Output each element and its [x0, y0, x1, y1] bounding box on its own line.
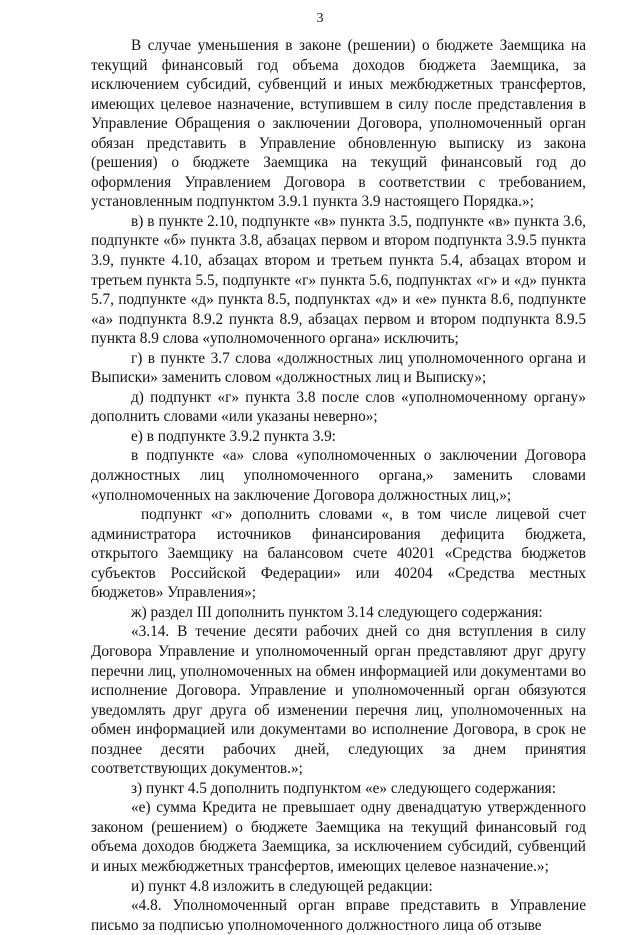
paragraph-budget-reduction: В случае уменьшения в законе (решении) о бюджете Заемщика на текущий финансовый год объема доходов бюджета Заемщика, за исключением субсидий, субвенций и иных межбюджетных трансфертов, имеющих целевое назначение, вступившем в силу после представления в Управление Обращения о заключении Договора, уполномоченный орган обязан представить в Управление обновленную выписку из закона (решения) о бюджете Заемщика на текущий финансовый год до оформления Управлением Договора в соответствии с требованием, установленным подпунктом 3.9.1 пункта 3.9 настоящего Порядка.»;	[91, 37, 586, 211]
paragraph-item-zh: ж) раздел III дополнить пунктом 3.14 следующего содержания:	[131, 603, 543, 621]
paragraph-item-g: г) в пункте 3.7 слова «должностных лиц уполномоченного органа и Выписки» заменить словом «должностных лиц и Выписку»;	[91, 349, 586, 387]
paragraph-clause-4-8: «4.8. Уполномоченный орган вправе представить в Управление письмо за подписью уполномоченного должностного лица об отзыве	[91, 897, 586, 934]
paragraph-item-z: з) пункт 4.5 дополнить подпунктом «е» следующего содержания:	[131, 779, 556, 797]
paragraph-subitem-e-credit: «е) сумма Кредита не превышает одну двенадцатую утвержденного законом (решением) о бюджете Заемщика на текущий финансовый год объема доходов бюджета Заемщика, за исключением субсидий, субвенций и иных межбюджетных трансфертов, имеющих целевое назначение.»;	[91, 799, 586, 875]
paragraph-item-d: д) подпункт «г» пункта 3.8 после слов «уполномоченному органу» дополнить словами «или указаны неверно»;	[91, 388, 586, 426]
paragraph-item-e: е) в подпункте 3.9.2 пункта 3.9:	[131, 427, 337, 445]
paragraph-subitem-a: в подпункте «а» слова «уполномоченных о заключении Договора должностных лиц уполномоченного органа,» заменить словами «уполномоченных на заключение Договора должностных лиц,»;	[91, 447, 586, 504]
paragraph-clause-3-14: «3.14. В течение десяти рабочих дней со дня вступления в силу Договора Управление и уполномоченный орган представляют друг другу перечни лиц, уполномоченных на обмен информацией или документами во исполнение Договора. Управление и уполномоченный орган обязуются уведомлять друг друга об изменении перечня лиц, уполномоченных на обмен информацией или документами во исполнение Договора, в срок не позднее десяти рабочих дней, следующих за днем принятия соответствующих документов.»;	[91, 623, 586, 778]
paragraph-subitem-g: подпункт «г» дополнить словами «, в том числе лицевой счет администратора источников финансирования дефицита бюджета, открытого Заемщику на балансовом счете 40201 «Средства бюджетов субъектов Российской Федерации» или 40204 «Средства местных бюджетов» Управления»;	[91, 506, 586, 602]
paragraph-item-v: в) в пункте 2.10, подпункте «в» пункта 3.5, подпункте «в» пункта 3.6, подпункте «б» пункта 3.8, абзацах первом и втором подпункта 3.9.5 пункта 3.9, пункте 4.10, абзацах втором и третьем пункта 5.4, абзацах втором и третьем пункта 5.5, подпункте «г» пункта 5.6, подпунктах «г» и «д» пункта 5.7, подпункте «д» пункта 8.5, подпунктах «д» и «е» пункта 8.6, подпункте «а» подпункта 8.9.2 пункта 8.9, абзацах первом и втором подпункта 8.9.5 пункта 8.9 слова «уполномоченного органа» исключить;	[91, 212, 586, 348]
paragraph-item-i: и) пункт 4.8 изложить в следующей редакции:	[131, 877, 433, 895]
page-number: 3	[316, 11, 324, 26]
document-body	[91, 36, 586, 935]
